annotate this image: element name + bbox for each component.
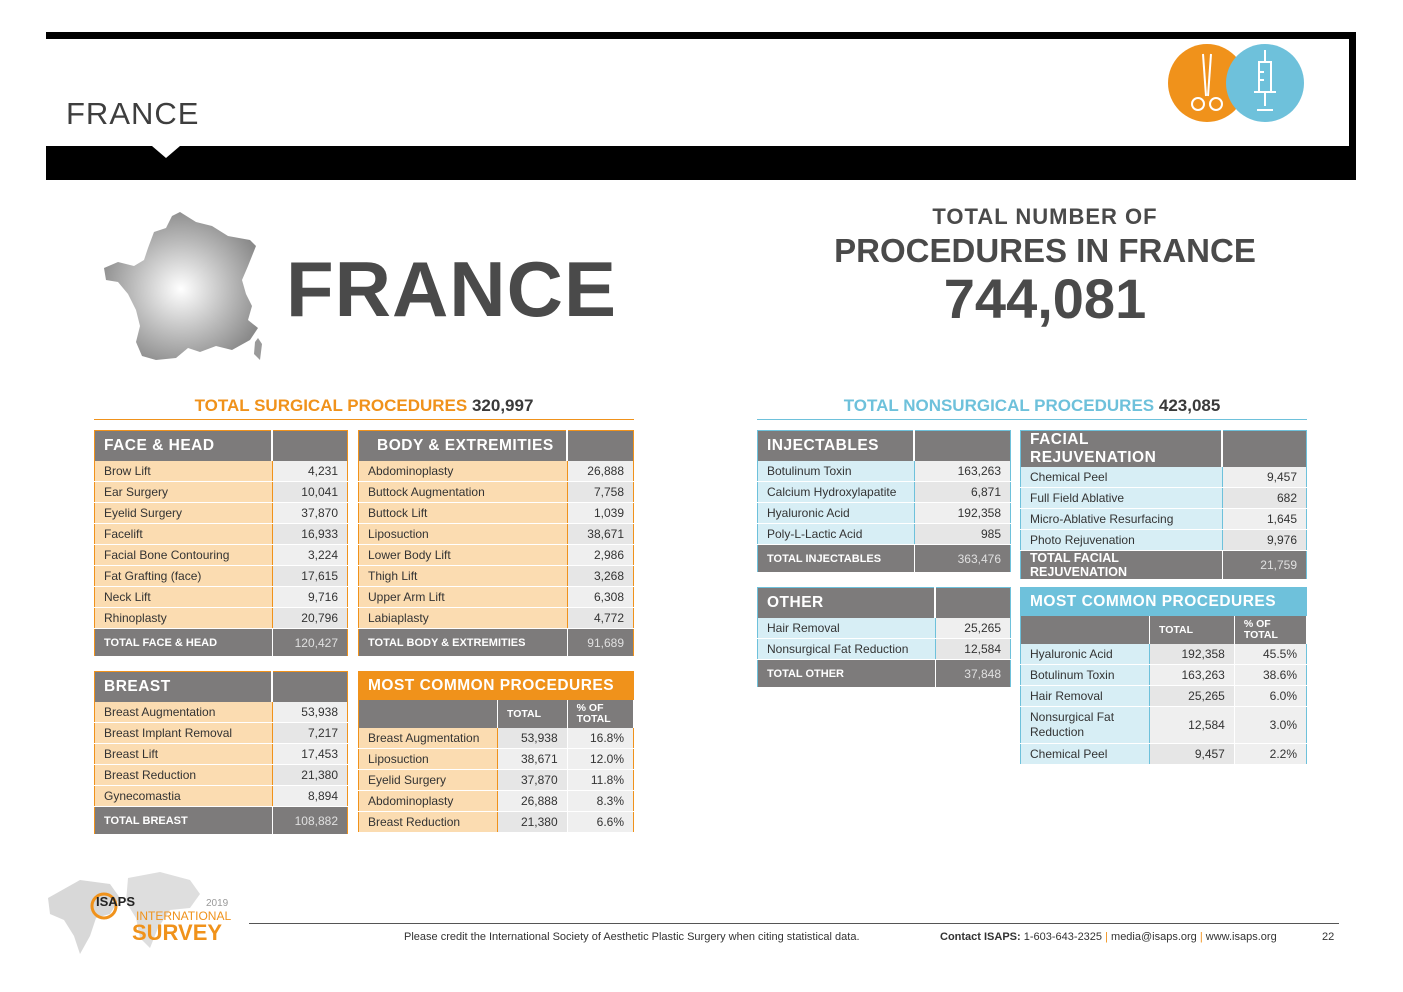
row-value: 3,268 xyxy=(567,566,634,587)
row-value: 26,888 xyxy=(498,791,568,812)
country-name: FRANCE xyxy=(286,245,617,333)
table-row xyxy=(1021,644,1307,665)
row-value: 91,689 xyxy=(567,629,634,657)
table-row xyxy=(359,812,634,833)
contact-label: Contact ISAPS: xyxy=(940,931,1021,943)
table-row xyxy=(1021,467,1307,488)
table-title: BREAST xyxy=(95,672,273,703)
table-row xyxy=(1021,744,1307,765)
row-label: TOTAL FACE & HEAD xyxy=(95,629,273,657)
row-value: 363,476 xyxy=(914,545,1011,573)
row-label: Calcium Hydroxylapatite xyxy=(758,482,915,503)
row-label: Hyaluronic Acid xyxy=(1021,644,1150,665)
table-row xyxy=(758,639,1011,660)
row-label: Buttock Augmentation xyxy=(359,482,568,503)
face-head-table xyxy=(94,430,348,657)
table-row xyxy=(758,524,1011,545)
table-row xyxy=(359,728,634,749)
footer-contact: Contact ISAPS: 1-603-643-2325 | media@isaps.org | www.isaps.org xyxy=(940,931,1277,943)
row-value: 12,584 xyxy=(1150,707,1235,744)
row-value: 4,772 xyxy=(567,608,634,629)
logo-year: 2019 xyxy=(206,898,229,909)
row-label: Botulinum Toxin xyxy=(1021,665,1150,686)
table-row xyxy=(359,770,634,791)
syringe-icon xyxy=(1226,44,1304,122)
col-pct-header: % OF TOTAL xyxy=(1234,616,1306,644)
total-procedures-value: 744,081 xyxy=(943,267,1147,330)
table-row xyxy=(95,461,348,482)
row-label: Breast Implant Removal xyxy=(95,723,273,744)
row-value: 37,870 xyxy=(272,503,348,524)
surgical-total-heading xyxy=(94,396,634,420)
row-value: 16,933 xyxy=(272,524,348,545)
footer-divider xyxy=(249,923,1339,924)
row-value: 192,358 xyxy=(914,503,1011,524)
table-row xyxy=(1021,665,1307,686)
row-value: 6.0% xyxy=(1234,686,1306,707)
row-label: Photo Rejuvenation xyxy=(1021,530,1223,551)
surgical-most-common-table xyxy=(358,671,634,833)
table-row xyxy=(758,618,1011,639)
row-value: 3.0% xyxy=(1234,707,1306,744)
row-value: 25,265 xyxy=(1150,686,1235,707)
row-value: 45.5% xyxy=(1234,644,1306,665)
table-row xyxy=(95,723,348,744)
page-title: FRANCE xyxy=(66,96,200,131)
table-row xyxy=(1021,488,1307,509)
row-label: TOTAL FACIAL REJUVENATION xyxy=(1021,551,1223,580)
body-extremities-table xyxy=(358,430,634,657)
row-label: Ear Surgery xyxy=(95,482,273,503)
row-label: Liposuction xyxy=(359,524,568,545)
row-value: 11.8% xyxy=(567,770,633,791)
table-row xyxy=(95,566,348,587)
row-label: Brow Lift xyxy=(95,461,273,482)
contact-email[interactable]: media@isaps.org xyxy=(1111,931,1197,943)
row-value: 12,584 xyxy=(935,639,1011,660)
table-row xyxy=(95,545,348,566)
total-row xyxy=(758,660,1011,688)
total-heading-line2: PROCEDURES IN FRANCE xyxy=(834,232,1256,269)
table-row xyxy=(1021,707,1307,744)
logo-survey: SURVEY xyxy=(132,920,223,945)
table-row xyxy=(758,503,1011,524)
table-row xyxy=(359,461,634,482)
row-value: 37,870 xyxy=(498,770,568,791)
row-value: 6.6% xyxy=(567,812,633,833)
row-label: TOTAL OTHER xyxy=(758,660,936,688)
table-row xyxy=(95,608,348,629)
isaps-survey-logo xyxy=(40,858,240,968)
row-value: 21,380 xyxy=(272,765,348,786)
breast-table xyxy=(94,671,348,835)
row-value: 9,716 xyxy=(272,587,348,608)
row-label: Chemical Peel xyxy=(1021,467,1223,488)
total-row xyxy=(758,545,1011,573)
row-label: Breast Reduction xyxy=(95,765,273,786)
row-value: 108,882 xyxy=(272,807,348,835)
table-row xyxy=(95,765,348,786)
logo-international: INTERNATIONAL xyxy=(136,909,232,923)
row-value: 21,380 xyxy=(498,812,568,833)
row-value: 25,265 xyxy=(935,618,1011,639)
table-title: BODY & EXTREMITIES xyxy=(359,431,568,462)
row-label: Thigh Lift xyxy=(359,566,568,587)
row-label: Nonsurgical Fat Reduction xyxy=(758,639,936,660)
nonsurgical-total-heading xyxy=(757,396,1307,420)
contact-phone: 1-603-643-2325 xyxy=(1023,931,1103,943)
row-label: Full Field Ablative xyxy=(1021,488,1223,509)
header-notch xyxy=(152,146,180,158)
total-row xyxy=(359,629,634,657)
table-title: MOST COMMON PROCEDURES xyxy=(1021,588,1307,617)
row-value: 6,871 xyxy=(914,482,1011,503)
row-label: Liposuction xyxy=(359,749,498,770)
table-row xyxy=(359,749,634,770)
injectables-table xyxy=(757,430,1011,573)
row-value: 682 xyxy=(1222,488,1307,509)
row-value: 26,888 xyxy=(567,461,634,482)
row-label: Poly-L-Lactic Acid xyxy=(758,524,915,545)
row-label: Botulinum Toxin xyxy=(758,461,915,482)
row-value: 21,759 xyxy=(1222,551,1307,580)
header-panel xyxy=(46,39,1349,146)
table-row xyxy=(1021,530,1307,551)
row-label: Eyelid Surgery xyxy=(359,770,498,791)
table-row xyxy=(359,524,634,545)
row-label: Breast Augmentation xyxy=(95,702,273,723)
table-title: MOST COMMON PROCEDURES xyxy=(359,672,634,701)
row-value: 7,758 xyxy=(567,482,634,503)
facial-rejuvenation-table xyxy=(1020,430,1307,580)
page-number: 22 xyxy=(1322,931,1335,943)
row-value: 985 xyxy=(914,524,1011,545)
row-label: TOTAL BREAST xyxy=(95,807,273,835)
table-row xyxy=(95,786,348,807)
surgical-total-value: 320,997 xyxy=(471,396,534,415)
row-label: Rhinoplasty xyxy=(95,608,273,629)
contact-website[interactable]: www.isaps.org xyxy=(1205,931,1277,943)
row-value: 9,457 xyxy=(1222,467,1307,488)
nonsurgical-most-common-table xyxy=(1020,587,1307,765)
table-row xyxy=(359,545,634,566)
surgical-total-label: TOTAL SURGICAL PROCEDURES xyxy=(194,396,468,415)
row-label: Breast Lift xyxy=(95,744,273,765)
row-value: 2.2% xyxy=(1234,744,1306,765)
row-label: Facial Bone Contouring xyxy=(95,545,273,566)
row-value: 8.3% xyxy=(567,791,633,812)
row-value: 53,938 xyxy=(272,702,348,723)
row-label: Lower Body Lift xyxy=(359,545,568,566)
table-row xyxy=(359,587,634,608)
row-label: Breast Augmentation xyxy=(359,728,498,749)
table-row xyxy=(359,608,634,629)
row-value: 9,976 xyxy=(1222,530,1307,551)
row-value: 17,615 xyxy=(272,566,348,587)
table-row xyxy=(758,482,1011,503)
row-value: 10,041 xyxy=(272,482,348,503)
table-row xyxy=(95,482,348,503)
table-title: FACIAL REJUVENATION xyxy=(1021,431,1223,468)
row-label: Chemical Peel xyxy=(1021,744,1150,765)
row-value: 38.6% xyxy=(1234,665,1306,686)
row-label: Abdominoplasty xyxy=(359,461,568,482)
row-value: 20,796 xyxy=(272,608,348,629)
col-total-header: TOTAL xyxy=(1150,616,1235,644)
row-label: Labiaplasty xyxy=(359,608,568,629)
row-value: 1,645 xyxy=(1222,509,1307,530)
row-label: Upper Arm Lift xyxy=(359,587,568,608)
row-value: 120,427 xyxy=(272,629,348,657)
nonsurgical-total-label: TOTAL NONSURGICAL PROCEDURES xyxy=(843,396,1155,415)
row-label: Buttock Lift xyxy=(359,503,568,524)
row-value: 9,457 xyxy=(1150,744,1235,765)
row-label: Eyelid Surgery xyxy=(95,503,273,524)
row-label: Fat Grafting (face) xyxy=(95,566,273,587)
table-title: FACE & HEAD xyxy=(95,431,273,462)
row-value: 8,894 xyxy=(272,786,348,807)
row-label: Abdominoplasty xyxy=(359,791,498,812)
row-value: 7,217 xyxy=(272,723,348,744)
row-label: Micro-Ablative Resurfacing xyxy=(1021,509,1223,530)
row-value: 163,263 xyxy=(1150,665,1235,686)
table-row xyxy=(359,503,634,524)
table-row xyxy=(95,587,348,608)
france-map-icon xyxy=(100,210,265,365)
row-value: 16.8% xyxy=(567,728,633,749)
total-row xyxy=(95,629,348,657)
row-value: 17,453 xyxy=(272,744,348,765)
table-row xyxy=(95,503,348,524)
table-title: OTHER xyxy=(758,588,936,619)
row-value: 2,986 xyxy=(567,545,634,566)
row-label: TOTAL BODY & EXTREMITIES xyxy=(359,629,568,657)
col-pct-header: % OF TOTAL xyxy=(567,700,633,728)
row-value: 6,308 xyxy=(567,587,634,608)
row-value: 4,231 xyxy=(272,461,348,482)
logo-isaps: ISAPS xyxy=(96,894,136,909)
row-label: Nonsurgical Fat Reduction xyxy=(1021,707,1150,744)
row-value: 192,358 xyxy=(1150,644,1235,665)
footer-credit: Please credit the International Society of Aesthetic Plastic Surgery when citing statistical data. xyxy=(404,931,860,943)
row-label: Facelift xyxy=(95,524,273,545)
table-row xyxy=(1021,686,1307,707)
row-value: 3,224 xyxy=(272,545,348,566)
row-label: Breast Reduction xyxy=(359,812,498,833)
other-table xyxy=(757,587,1011,688)
row-label: Gynecomastia xyxy=(95,786,273,807)
table-row xyxy=(359,566,634,587)
row-value: 38,671 xyxy=(498,749,568,770)
row-label: Hair Removal xyxy=(758,618,936,639)
table-row xyxy=(359,791,634,812)
table-row xyxy=(359,482,634,503)
row-value: 12.0% xyxy=(567,749,633,770)
table-row xyxy=(95,744,348,765)
total-row xyxy=(95,807,348,835)
row-label: TOTAL INJECTABLES xyxy=(758,545,915,573)
row-label: Hyaluronic Acid xyxy=(758,503,915,524)
row-label: Hair Removal xyxy=(1021,686,1150,707)
row-value: 37,848 xyxy=(935,660,1011,688)
col-total-header: TOTAL xyxy=(498,700,568,728)
table-row xyxy=(95,702,348,723)
table-row xyxy=(1021,509,1307,530)
total-row xyxy=(1021,551,1307,580)
nonsurgical-total-value: 423,085 xyxy=(1158,396,1221,415)
row-value: 163,263 xyxy=(914,461,1011,482)
row-value: 38,671 xyxy=(567,524,634,545)
table-title: INJECTABLES xyxy=(758,431,915,462)
row-value: 1,039 xyxy=(567,503,634,524)
table-row xyxy=(95,524,348,545)
total-heading-line1: TOTAL NUMBER OF xyxy=(932,204,1158,229)
row-value: 53,938 xyxy=(498,728,568,749)
table-row xyxy=(758,461,1011,482)
row-label: Neck Lift xyxy=(95,587,273,608)
